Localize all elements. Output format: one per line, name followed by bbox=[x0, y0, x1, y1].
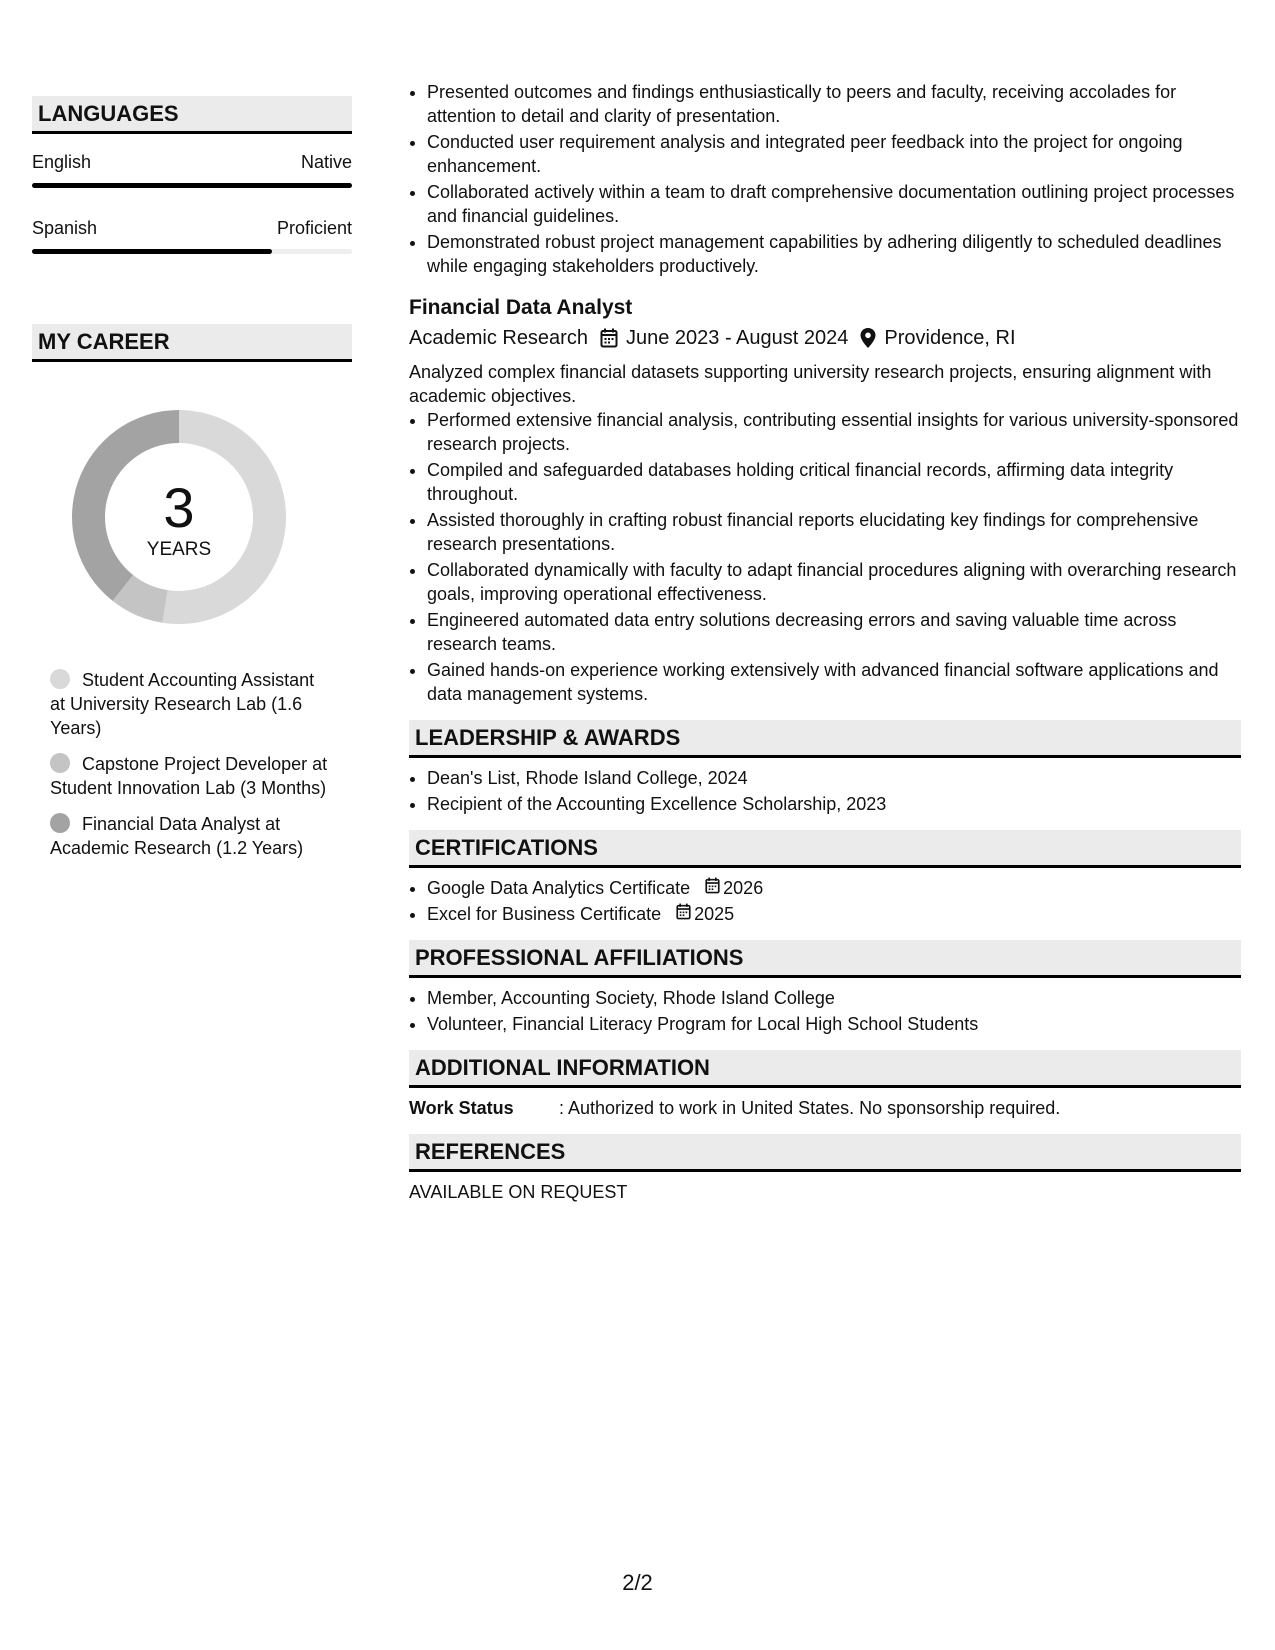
list-item: • Collaborated actively within a team to draft comprehensive documentation outlining project processes and financial guidelines. bbox=[427, 180, 1241, 228]
cert-name: Excel for Business Certificate bbox=[427, 904, 662, 924]
list-item: • Performed extensive financial analysis, contributing essential insights for various university-sponsored research projects. bbox=[427, 408, 1241, 456]
list-item: • Collaborated dynamically with faculty to adapt financial procedures aligning with overarching research goals, improving operational effectiveness. bbox=[427, 558, 1241, 606]
cert-year: 2026 bbox=[723, 878, 764, 898]
legend-dot bbox=[50, 813, 70, 833]
career-total: 3 bbox=[163, 476, 195, 539]
list-item: • Gained hands-on experience working extensively with advanced financial software applications and data management systems. bbox=[427, 658, 1241, 706]
leadership-heading: LEADERSHIP & AWARDS bbox=[409, 720, 1241, 758]
list-item: • Volunteer, Financial Literacy Program for Local High School Students bbox=[427, 1012, 1241, 1036]
cert-year: 2025 bbox=[694, 904, 735, 924]
job-dates: June 2023 - August 2024 bbox=[625, 327, 849, 349]
certifications-heading: CERTIFICATIONS bbox=[409, 830, 1241, 868]
legend-item bbox=[50, 812, 330, 860]
list-item: • Compiled and safeguarded databases holding critical financial records, affirming data integrity throughout. bbox=[427, 458, 1241, 506]
list-item: • Assisted thoroughly in crafting robust financial reports elucidating key findings for comprehensive research presentations. bbox=[427, 508, 1241, 556]
language-english bbox=[32, 152, 352, 188]
job-title: Financial Data Analyst bbox=[409, 296, 633, 319]
career-donut bbox=[64, 402, 294, 632]
work-status-value: : Authorized to work in United States. No sponsorship required. bbox=[559, 1098, 1061, 1118]
references-text: AVAILABLE ON REQUEST bbox=[409, 1182, 628, 1202]
work-status-label: Work Status bbox=[409, 1098, 514, 1118]
legend-dot bbox=[50, 753, 70, 773]
language-name: Spanish bbox=[32, 218, 98, 238]
job-summary: Analyzed complex financial datasets supporting university research projects, ensuring alignment with academic objectives. bbox=[409, 362, 1212, 406]
language-level: Proficient bbox=[276, 218, 352, 238]
left-column bbox=[32, 96, 352, 872]
list-item: • Demonstrated robust project management capabilities by adhering diligently to scheduled deadlines while engaging stakeholders productively. bbox=[427, 230, 1241, 278]
job-meta bbox=[409, 324, 1241, 352]
list-item: • Presented outcomes and findings enthusiastically to peers and faculty, receiving accolades for attention to detail and clarity of presentation. bbox=[427, 80, 1241, 128]
affiliations-section bbox=[409, 940, 1241, 1036]
cert-name: Google Data Analytics Certificate bbox=[427, 878, 691, 898]
list-item: • Member, Accounting Society, Rhode Island College bbox=[427, 986, 1241, 1010]
legend-item bbox=[50, 752, 330, 800]
certifications-section bbox=[409, 830, 1241, 926]
page-number: 2/2 bbox=[622, 1570, 653, 1595]
leadership-section bbox=[409, 720, 1241, 816]
calendar-icon bbox=[676, 902, 694, 926]
calendar-icon bbox=[600, 328, 618, 348]
legend-dot bbox=[50, 669, 70, 689]
language-bar-fill bbox=[32, 249, 272, 254]
calendar-icon bbox=[705, 876, 723, 900]
list-item: • Conducted user requirement analysis and integrated peer feedback into the project for ongoing enhancement. bbox=[427, 130, 1241, 178]
references-heading: REFERENCES bbox=[409, 1134, 1241, 1172]
references-section bbox=[409, 1134, 1241, 1204]
list-item: • Dean's List, Rhode Island College, 2024 bbox=[427, 766, 1241, 790]
language-spanish bbox=[32, 218, 352, 254]
career-heading: MY CAREER bbox=[32, 324, 352, 362]
legend-label: Financial Data Analyst at Academic Research (1.2 Years) bbox=[50, 814, 304, 858]
career-legend bbox=[50, 668, 330, 860]
legend-label: Student Accounting Assistant at University Research Lab (1.6 Years) bbox=[50, 670, 315, 738]
previous-job-bullets bbox=[409, 80, 1241, 278]
additional-heading: ADDITIONAL INFORMATION bbox=[409, 1050, 1241, 1088]
legend-item bbox=[50, 668, 330, 740]
additional-section bbox=[409, 1050, 1241, 1120]
list-item: • Recipient of the Accounting Excellence Scholarship, 2023 bbox=[427, 792, 1241, 816]
affiliations-heading: PROFESSIONAL AFFILIATIONS bbox=[409, 940, 1241, 978]
location-pin-icon bbox=[860, 328, 876, 348]
language-bar-fill bbox=[32, 183, 352, 188]
job-bullets bbox=[409, 408, 1241, 706]
language-bar bbox=[32, 183, 352, 188]
right-column bbox=[409, 80, 1241, 1204]
list-item bbox=[427, 876, 1241, 900]
job-location: Providence, RI bbox=[884, 327, 1016, 349]
language-level: Native bbox=[300, 152, 352, 172]
career-unit: YEARS bbox=[146, 539, 212, 560]
legend-label: Capstone Project Developer at Student Innovation Lab (3 Months) bbox=[50, 754, 328, 798]
language-bar bbox=[32, 249, 352, 254]
list-item: • Engineered automated data entry solutions decreasing errors and saving valuable time across research teams. bbox=[427, 608, 1241, 656]
job-company: Academic Research bbox=[409, 327, 588, 349]
list-item bbox=[427, 902, 1241, 926]
language-name: English bbox=[32, 152, 92, 172]
languages-heading: LANGUAGES bbox=[32, 96, 352, 134]
